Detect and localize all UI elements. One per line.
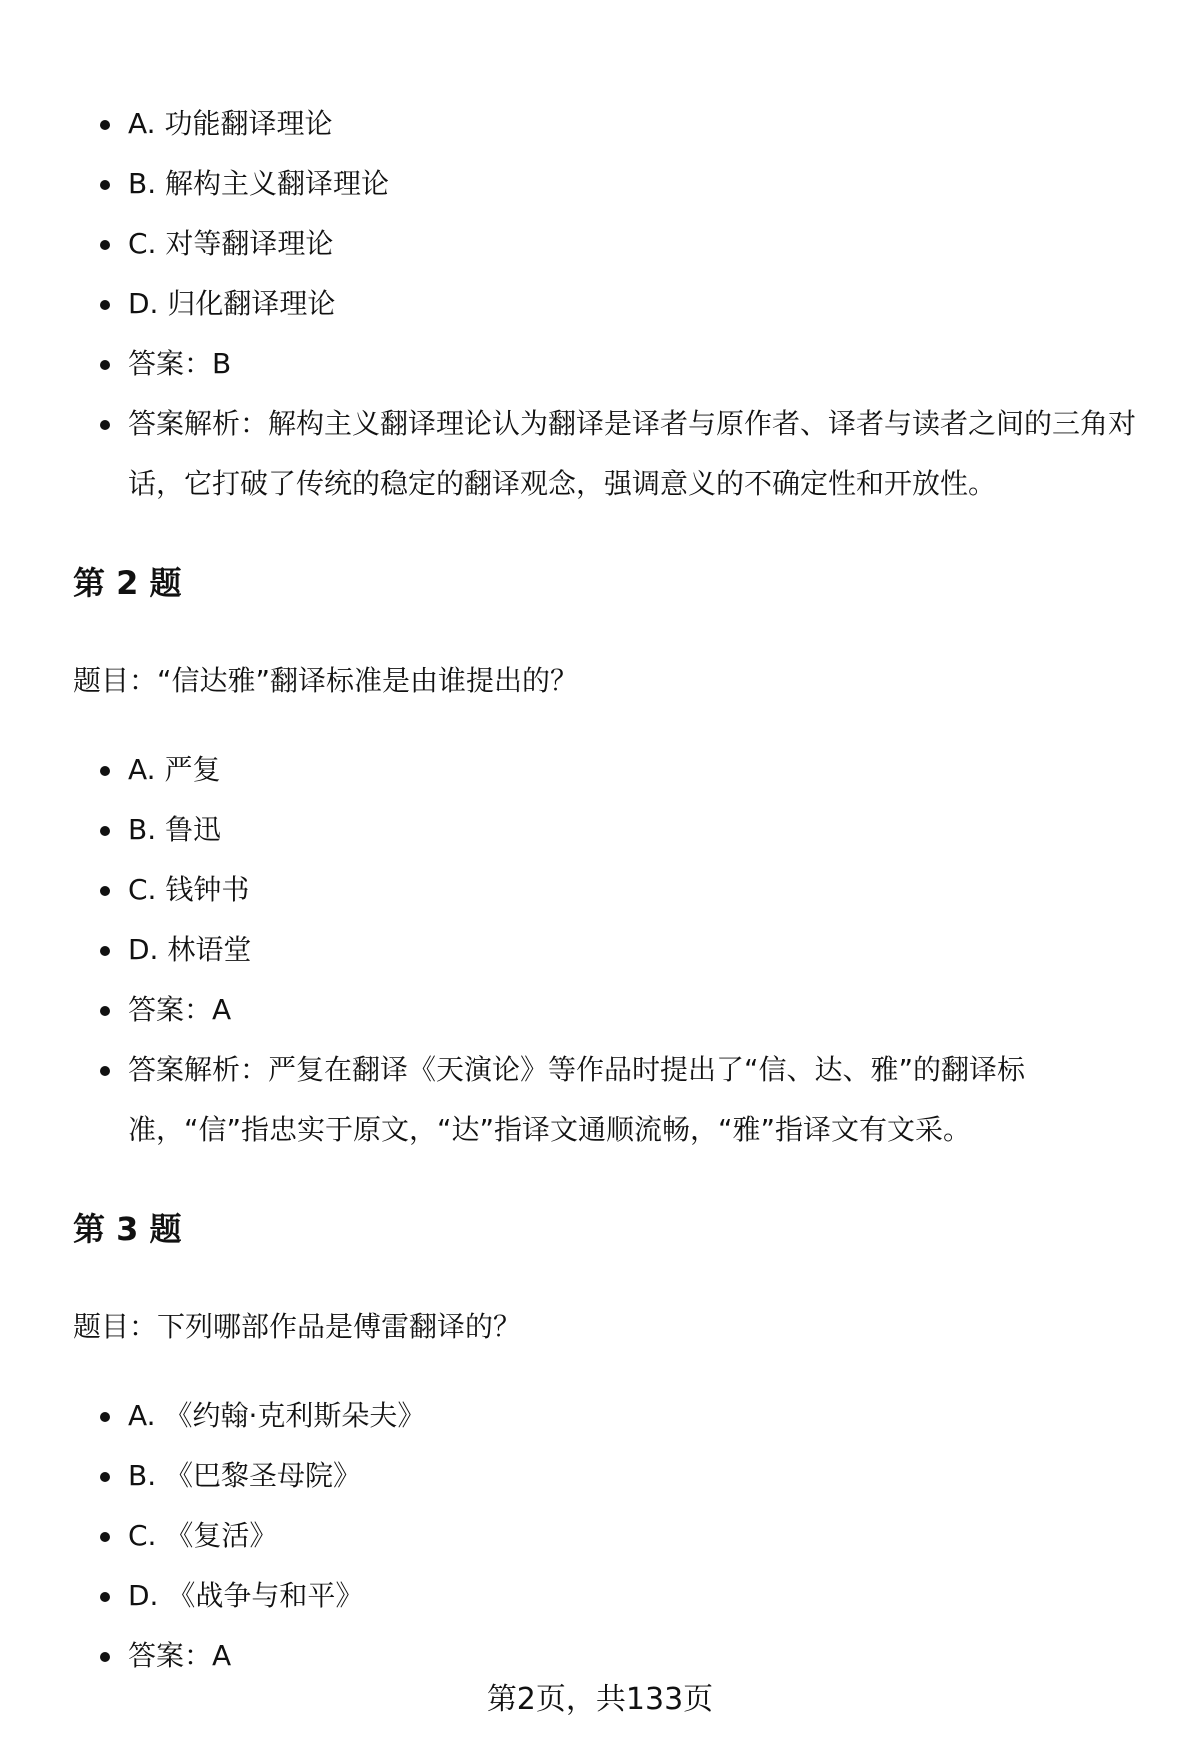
q1-option-d: D. 归化翻译理论 [98,274,1158,334]
q1-option-b: B. 解构主义翻译理论 [98,154,1158,214]
q3-title: 第 3 题 [73,1210,182,1248]
q3-option-a: A. 《约翰·克利斯朵夫》 [98,1386,1158,1446]
q2-option-b: B. 鲁迅 [98,800,1158,860]
q1-option-list [98,94,1158,514]
q3-option-c: C. 《复活》 [98,1506,1158,1566]
q2-option-list [98,740,1158,1160]
q3-option-list [98,1386,1158,1686]
q2-title: 第 2 题 [73,564,182,602]
q2-option-a: A. 严复 [98,740,1158,800]
q1-explanation: 答案解析：解构主义翻译理论认为翻译是译者与原作者、译者与读者之间的三角对话，它打破了传统的稳定的翻译观念，强调意义的不确定性和开放性。 [98,394,1158,514]
q3-option-b: B. 《巴黎圣母院》 [98,1446,1158,1506]
q1-option-a: A. 功能翻译理论 [98,94,1158,154]
q2-stem: 题目：“信达雅”翻译标准是由谁提出的？ [73,664,579,697]
q1-answer: 答案：B [98,334,1158,394]
q2-answer: 答案：A [98,980,1158,1040]
q3-option-d: D. 《战争与和平》 [98,1566,1158,1626]
page-number: 第2页，共133页 [486,1682,714,1717]
q3-stem: 题目：下列哪部作品是傅雷翻译的？ [73,1310,522,1343]
q2-option-c: C. 钱钟书 [98,860,1158,920]
q1-option-c: C. 对等翻译理论 [98,214,1158,274]
q2-explanation: 答案解析：严复在翻译《天演论》等作品时提出了“信、达、雅”的翻译标准，“信”指忠实于原文，“达”指译文通顺流畅，“雅”指译文有文采。 [98,1040,1158,1160]
q3-answer: 答案：A [98,1626,1158,1686]
q2-option-d: D. 林语堂 [98,920,1158,980]
